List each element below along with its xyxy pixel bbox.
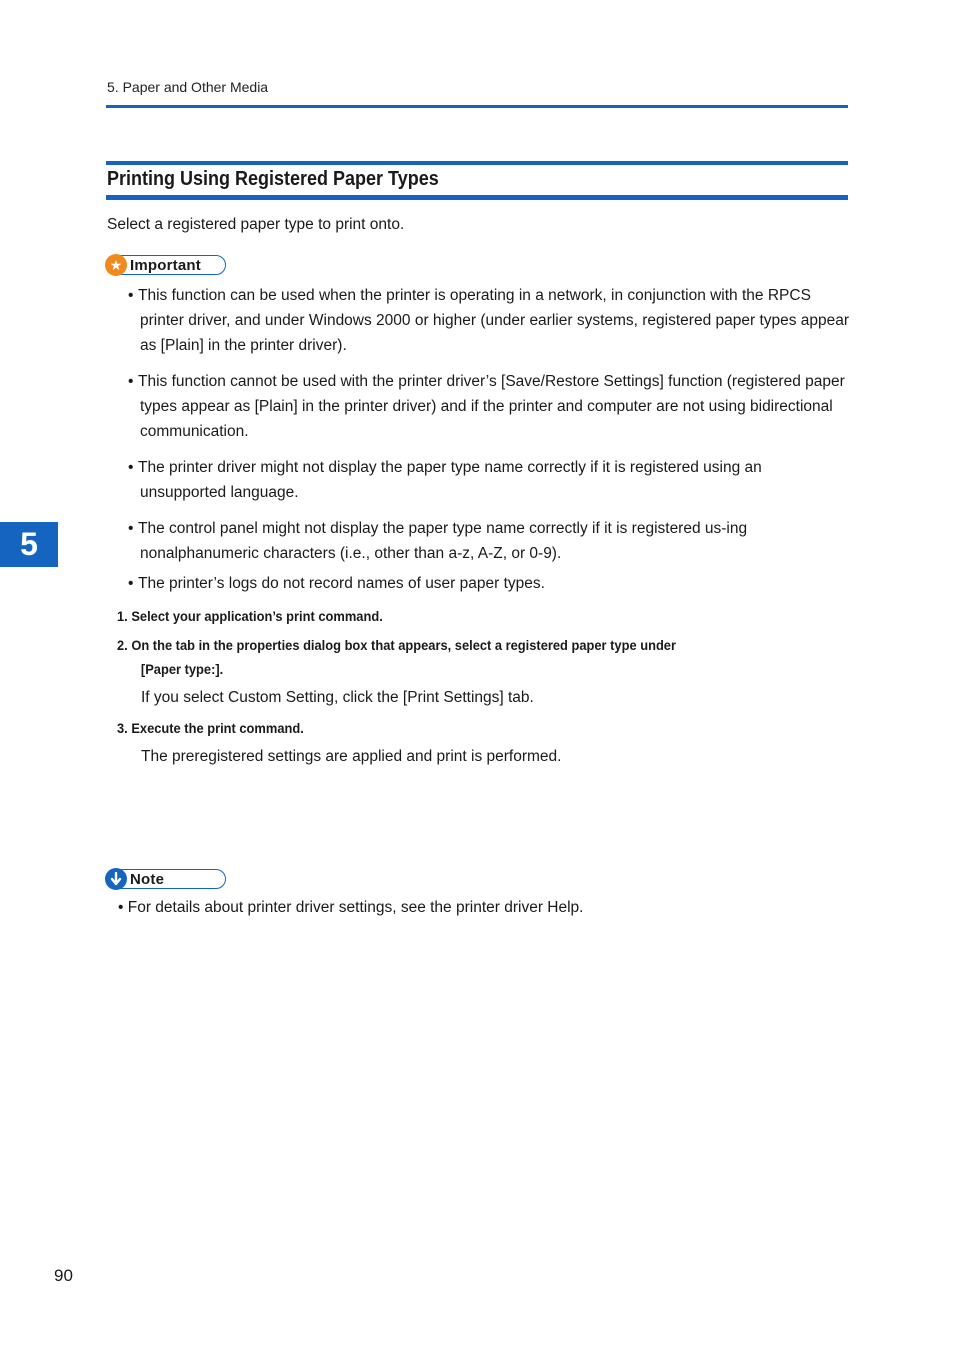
step-heading: 1. Select your application’s print command.	[117, 608, 383, 624]
list-item: • The printer driver might not display the paper type name correctly if it is registered using an unsupported language.	[128, 459, 762, 501]
star-icon: ★	[105, 254, 127, 276]
step-heading: 2. On the tab in the properties dialog box that appears, select a registered paper type under [Paper type:].	[117, 637, 676, 677]
step-heading: 3. Execute the print command.	[117, 720, 304, 736]
note-badge	[106, 869, 226, 889]
header-rule	[106, 105, 848, 108]
step-2	[117, 633, 837, 710]
section-title-bottom-rule	[106, 195, 848, 200]
step-body: The preregistered settings are applied and print is performed.	[141, 748, 562, 765]
arrow-down-icon	[105, 868, 127, 890]
list-item: • The printer’s logs do not record names of user paper types.	[128, 575, 545, 592]
section-title: Printing Using Registered Paper Types	[107, 168, 439, 190]
important-badge	[106, 255, 226, 275]
important-list	[118, 283, 858, 607]
step-body: If you select Custom Setting, click the [Print Settings] tab.	[141, 689, 534, 706]
list-item: • For details about printer driver settings, see the printer driver Help.	[118, 899, 584, 916]
list-item: • This function cannot be used with the printer driver’s [Save/Restore Settings] function (registered paper types appear as [Plain] in the printer driver) and if the printer and computer are not using bidirectional communication.	[128, 373, 845, 440]
step-3	[117, 716, 837, 769]
note-label: Note	[130, 870, 165, 888]
list-item: • The control panel might not display the paper type name correctly if it is registered us-ing nonalphanumeric characters (i.e., other than a-z, A-Z, or 0-9).	[128, 520, 748, 562]
intro-text: Select a registered paper type to print onto.	[107, 216, 405, 233]
note-list	[118, 897, 583, 919]
section-title-top-rule	[106, 161, 848, 165]
important-label: Important	[130, 256, 201, 274]
chapter-tab: 5	[0, 522, 58, 567]
page-number: 90	[54, 1266, 73, 1285]
list-item: • This function can be used when the printer is operating in a network, in conjunction with the RPCS printer driver, and under Windows 2000 or higher (under earlier systems, registered paper types appear as [Plain] in the printer driver).	[128, 287, 850, 354]
step-1	[117, 604, 837, 628]
running-header: 5. Paper and Other Media	[107, 79, 269, 95]
